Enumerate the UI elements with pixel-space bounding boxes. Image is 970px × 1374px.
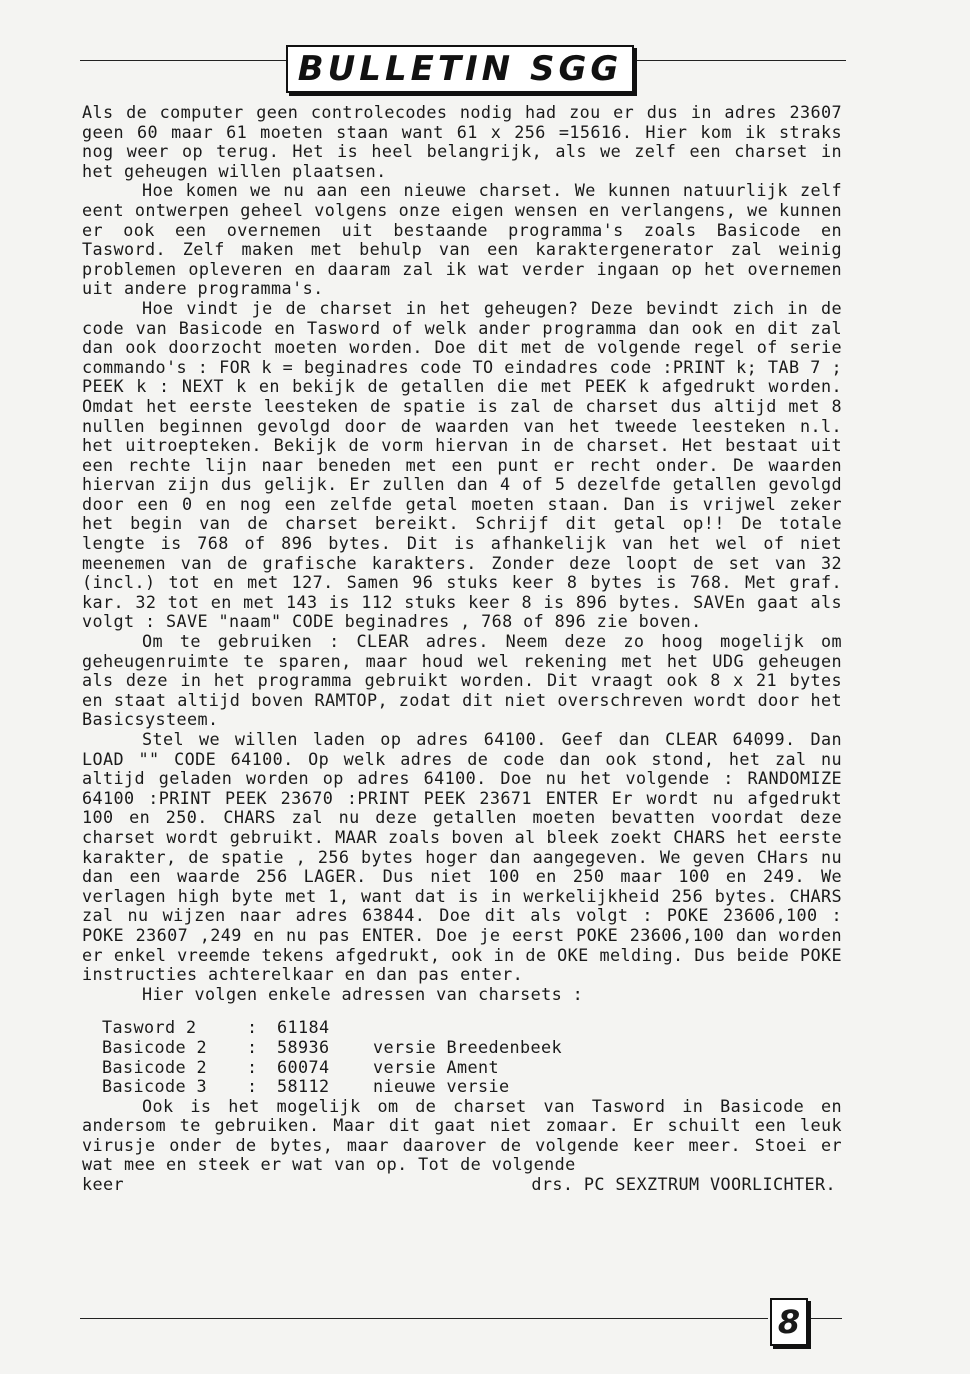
footer-rule bbox=[80, 1318, 768, 1319]
paragraph-5: Stel we willen laden op adres 64100. Geef dan CLEAR 64099. Dan LOAD "" CODE 64100. Op welk adres de code dan ook stond, het zal nu altijd geladen worden op adres 64100. Doe nu het volgende : RANDOMIZE 64100 :PRINT PEEK 23670 :PRINT PEEK 23671 ENTER Er wordt nu afgedrukt 100 en 250. CHARS zal nu deze getallen moeten bevatten voordat deze charset wordt gebruikt. MAAR zoals boven al bleek zoekt CHARS het eerste karakter, de spatie , 256 bytes hoger dan aangegeven. We geven CHars nu dan een waarde 256 LAGER. Dus niet 100 en 250 maar 100 en 249. We verlagen high byte met 1, want dat is in werkelijkheid 256 bytes. CHARS zal nu wijzen naar adres 63844. Doe dit als volgt : POKE 23606,100 : POKE 23607 ,249 en nu pas ENTER. Doe je eerst POKE 23606,100 dan worden er enkel vreemde tekens afgedrukt, ook in de OKE melding. Dus beide POKE instructies achterelkaar en dan pas enter. bbox=[82, 729, 842, 985]
charset-address: 61184 bbox=[277, 1017, 330, 1038]
table-row bbox=[102, 1058, 562, 1078]
charset-note: versie Ament bbox=[373, 1056, 500, 1077]
charset-separator: : bbox=[247, 1056, 258, 1077]
table-row bbox=[102, 1077, 562, 1097]
table-row bbox=[102, 1018, 562, 1038]
charset-name: Tasword 2 bbox=[102, 1017, 197, 1038]
closing-line bbox=[82, 1175, 842, 1195]
header-rule-left bbox=[80, 60, 306, 61]
charset-address: 58936 bbox=[277, 1036, 330, 1057]
masthead-title: BULLETIN SGG bbox=[286, 45, 635, 93]
masthead bbox=[297, 44, 623, 94]
charset-name: Basicode 2 bbox=[102, 1036, 208, 1057]
charset-address: 60074 bbox=[277, 1056, 330, 1077]
closing-last-word: keer bbox=[82, 1174, 125, 1195]
paragraph-6: Hier volgen enkele adressen van charsets : bbox=[142, 983, 584, 1004]
charset-name: Basicode 3 bbox=[102, 1076, 208, 1097]
author-signature: drs. PC SEXZTRUM VOORLICHTER. bbox=[531, 1174, 836, 1195]
paragraph-3: Hoe vindt je de charset in het geheugen? Deze bevindt zich in de code van Basicode en Tasword of welk ander programma dan ook en dit zal dan ook doorzocht moeten worden. Doe dit met de volgende regel of serie commando's : FOR k = beginadres code TO eindadres code :PRINT k; TAB 7 ; PEEK k : NEXT k en bekijk de getallen die met PEEK k afgedrukt worden. Omdat het eerste leesteken de spatie is zal de charset dus altijd met 8 nullen beginnen gevolgd door de waarden van het tweede leesteken n.l. het uitroepteken. Bekijk de vorm hiervan in de charset. Het bestaat uit een rechte lijn naar beneden met een punt er recht onder. De waarden hiervan zijn dus gelijk. Er zullen dan 4 of 5 dezelfde getallen gevolgd door een 0 en nog een zelfde getal moeten staan. Dan is vrijwel zeker het begin van de charset bereikt. Schrijf dit getal op!! De totale lengte is 768 of 896 bytes. Dit is afhankelijk van het wel of niet meenemen van de grafische karakters. Zonder deze loopt de set van 32 (incl.) tot en met 127. Samen 96 stuks keer 8 bytes is 768. Met graf. kar. 32 tot en met 143 is 112 stuks keer 8 is 896 bytes. SAVEn gaat als volgt : SAVE "naam" CODE beginadres , 768 of 896 zie boven. bbox=[82, 297, 842, 632]
footer-rule-right bbox=[806, 1318, 842, 1319]
charset-note: nieuwe versie bbox=[373, 1076, 510, 1097]
charset-address-table bbox=[102, 1018, 562, 1096]
paragraph-2: Hoe komen we nu aan een nieuwe charset. We kunnen natuurlijk zelf eent ontwerpen geheel volgens onze eigen wensen en verlangens, we kunnen er ook een overnemen uit bestaande programma's zoals Basicode en Tasword. Zelf maken met behulp van een karaktergenerator zal weinig problemen opleveren en daaram zal ik wat verder ingaan op het overnemen uit andere programma's. bbox=[82, 180, 842, 299]
paragraph-4: Om te gebruiken : CLEAR adres. Neem deze zo hoog mogelijk om geheugenruimte te sparen, maar houd wel rekening met het UDG geheugen als deze in het programma gebruikt worden. Dit vraagt ook 8 x 21 bytes en staat altijd boven RAMTOP, zodat dit niet overschreven wordt door het Basicsysteem. bbox=[82, 631, 842, 730]
charset-note: versie Breedenbeek bbox=[373, 1036, 563, 1057]
charset-address: 58112 bbox=[277, 1076, 330, 1097]
charset-note bbox=[373, 1018, 562, 1038]
page-number: 8 bbox=[770, 1298, 808, 1346]
paragraph-1: Als de computer geen controlecodes nodig had zou er dus in adres 23607 geen 60 maar 61 moeten staan want 61 x 256 =15616. Hier kom ik straks nog weer op terug. Het is heel belangrijk, als we zelf een charset in het geheugen willen plaatsen. bbox=[82, 102, 842, 181]
header-rule-right bbox=[614, 60, 846, 61]
charset-separator: : bbox=[247, 1036, 258, 1057]
closing-paragraph: Ook is het mogelijk om de charset van Tasword in Basicode en andersom te gebruiken. Maar dit gaat niet zomaar. Er schuilt een leuk virusje onder de bytes, maar daarover de volgende keer meer. Stoei er wat mee en steek er wat van op. Tot de volgende bbox=[82, 1095, 842, 1175]
article-body bbox=[82, 103, 842, 1195]
charset-name: Basicode 2 bbox=[102, 1056, 208, 1077]
charset-separator: : bbox=[247, 1017, 258, 1038]
charset-separator: : bbox=[247, 1076, 258, 1097]
table-row bbox=[102, 1038, 562, 1058]
